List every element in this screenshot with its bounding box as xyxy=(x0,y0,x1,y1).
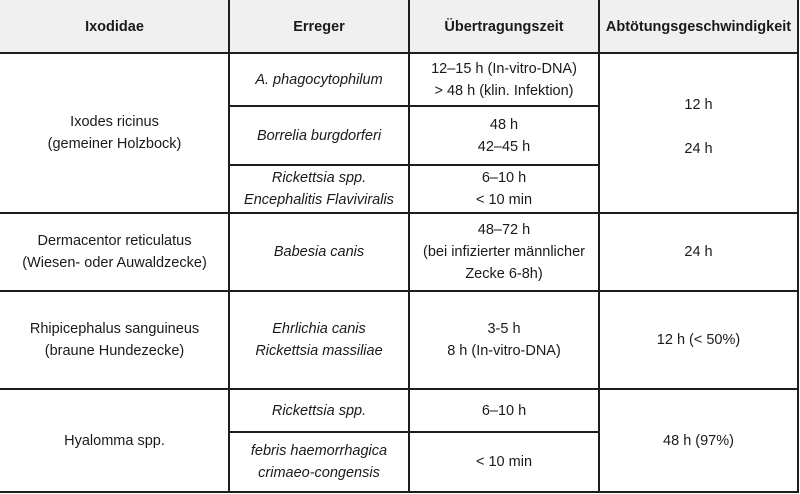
divider xyxy=(0,52,798,54)
transmission-value: 42–45 h xyxy=(477,138,531,155)
pathogen-name: Rickettsia massiliae xyxy=(255,343,383,359)
pathogen-cell xyxy=(229,432,409,492)
pathogen-name: Rickettsia spp. xyxy=(271,170,367,186)
pathogen-name: Rickettsia spp. xyxy=(271,402,367,419)
divider xyxy=(0,290,798,292)
divider xyxy=(0,491,798,493)
transmission-value: < 10 min xyxy=(475,454,533,470)
tick-name: Rhipicephalus sanguineus xyxy=(29,321,200,337)
divider xyxy=(228,164,599,166)
kill-time-value: 12 h (< 50%) xyxy=(656,332,741,348)
transmission-cell xyxy=(409,389,599,432)
transmission-value: 48–72 h xyxy=(477,222,531,238)
divider xyxy=(228,0,230,493)
transmission-value: 6–10 h xyxy=(481,402,527,419)
divider xyxy=(0,388,798,390)
divider xyxy=(228,431,599,433)
tick-common-name: (Wiesen- oder Auwaldzecke) xyxy=(22,255,207,271)
kill-time-value: 24 h xyxy=(684,244,713,260)
tick-name: Ixodes ricinus xyxy=(70,114,159,130)
transmission-value: > 48 h (klin. Infektion) xyxy=(434,82,574,99)
kill-time-cell xyxy=(599,213,798,291)
pathogen-cell xyxy=(229,106,409,165)
pathogen-cell xyxy=(229,389,409,432)
kill-time-value: 12 h xyxy=(684,97,713,113)
pathogen-name: Babesia canis xyxy=(273,244,365,260)
transmission-value: 48 h xyxy=(489,116,519,133)
tick-common-name: (braune Hundezecke) xyxy=(44,343,185,359)
pathogen-cell xyxy=(229,291,409,389)
transmission-cell xyxy=(409,291,599,389)
tick-common-name: (gemeiner Holzbock) xyxy=(47,136,182,152)
header-label: Übertragungszeit xyxy=(444,18,564,35)
header-erreger xyxy=(229,0,409,53)
tick-name: Hyalomma spp. xyxy=(64,432,165,449)
kill-time-cell xyxy=(599,53,798,213)
divider xyxy=(408,0,410,493)
divider xyxy=(0,212,798,214)
pathogen-name: Ehrlichia canis xyxy=(272,321,366,337)
divider xyxy=(598,0,600,493)
tick-cell-hyalomma xyxy=(0,389,229,492)
transmission-value: 3-5 h xyxy=(487,321,521,337)
pathogen-cell xyxy=(229,165,409,213)
tick-cell-ixodes-ricinus xyxy=(0,53,229,213)
tick-name: Dermacentor reticulatus xyxy=(37,233,192,249)
transmission-cell xyxy=(409,106,599,165)
tick-cell-dermacentor-reticulatus xyxy=(0,213,229,291)
divider xyxy=(228,105,599,107)
header-ixodidae xyxy=(0,0,229,53)
transmission-value: < 10 min xyxy=(475,192,533,208)
header-label: Ixodidae xyxy=(85,18,144,35)
transmission-value: 12–15 h (In-vitro-DNA) xyxy=(431,60,577,77)
pathogen-name: crimaeo-congensis xyxy=(258,465,380,481)
pathogen-cell xyxy=(229,53,409,106)
pathogen-name: Borrelia burgdorferi xyxy=(256,127,382,144)
tick-cell-rhipicephalus-sanguineus xyxy=(0,291,229,389)
transmission-cell xyxy=(409,165,599,213)
transmission-cell xyxy=(409,432,599,492)
header-abtoetungsgeschwindigkeit xyxy=(599,0,798,53)
transmission-value: Zecke 6-8h) xyxy=(465,266,543,282)
transmission-value: (bei infizierter männlicher xyxy=(423,244,585,260)
header-label: Abtötungsgeschwindigkeit xyxy=(605,18,792,35)
transmission-cell xyxy=(409,213,599,291)
pathogen-name: A. phagocytophilum xyxy=(255,71,383,88)
pathogen-cell xyxy=(229,213,409,291)
kill-time-value: 48 h (97%) xyxy=(663,432,734,449)
header-uebertragungszeit xyxy=(409,0,599,53)
pathogen-name: Encephalitis Flaviviralis xyxy=(244,192,394,208)
transmission-cell xyxy=(409,53,599,106)
kill-time-cell xyxy=(599,389,798,492)
header-label: Erreger xyxy=(293,18,345,35)
kill-time-value: 24 h xyxy=(684,141,713,157)
kill-time-cell xyxy=(599,291,798,389)
divider xyxy=(797,0,799,493)
pathogen-name: febris haemorrhagica xyxy=(250,443,388,459)
transmission-value: 6–10 h xyxy=(481,170,527,186)
transmission-value: 8 h (In-vitro-DNA) xyxy=(447,343,561,359)
